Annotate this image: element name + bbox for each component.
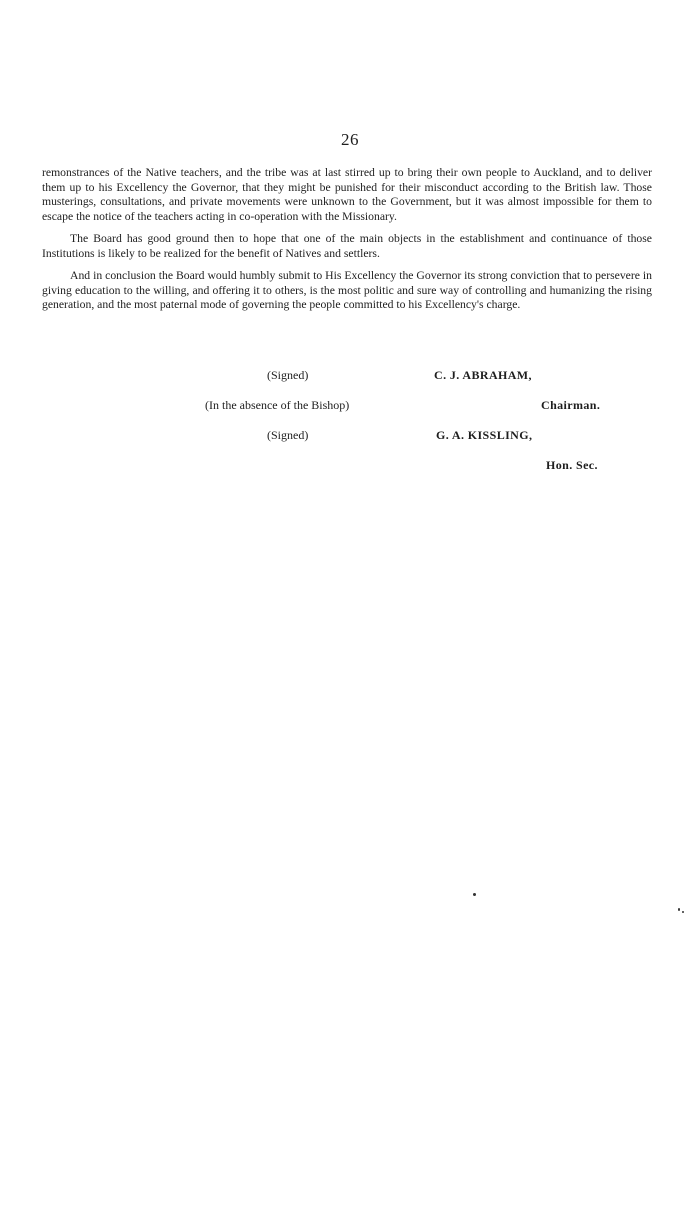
page-number: 26 (341, 130, 359, 149)
paragraph-board-hope: The Board has good ground then to hope that one of the main objects in the establishment and continuance of those Institutions is likely to be realized for the benefit of Natives and settlers. (42, 232, 652, 260)
ink-speck (678, 908, 680, 911)
absence-note: (In the absence of the Bishop) (205, 398, 350, 412)
ink-speck (682, 911, 684, 913)
letter-body (42, 166, 652, 313)
signed-label-1: (Signed) (267, 368, 309, 382)
signatory-name-abraham: C. J. ABRAHAM, (434, 368, 532, 382)
signed-label-2: (Signed) (267, 428, 309, 442)
signatory-name-kissling: G. A. KISSLING, (436, 428, 533, 442)
paragraph-remonstrances: remonstrances of the Native teachers, and the tribe was at last stirred up to bring their own people to Auckland, and to deliver them up to his Excellency the Governor, that they might be punished for their misconduct according to the British law. Those musterings, consultations, and private movements were unknown to the Government, but it was almost impossible for them to escape the notice of the teachers acting in co-operation with the Missionary. (42, 166, 652, 223)
paragraph-conclusion: And in conclusion the Board would humbly submit to His Excellency the Governor its strong conviction that to persevere in giving education to the willing, and offering it to others, is the most politic and sure way of controlling and humanizing the rising generation, and the most paternal mode of governing the people committed to his Excellency's charge. (42, 269, 652, 311)
signatory-title-hon-sec: Hon. Sec. (546, 458, 598, 472)
ink-speck (473, 893, 476, 896)
signatory-title-chairman: Chairman. (541, 398, 601, 412)
